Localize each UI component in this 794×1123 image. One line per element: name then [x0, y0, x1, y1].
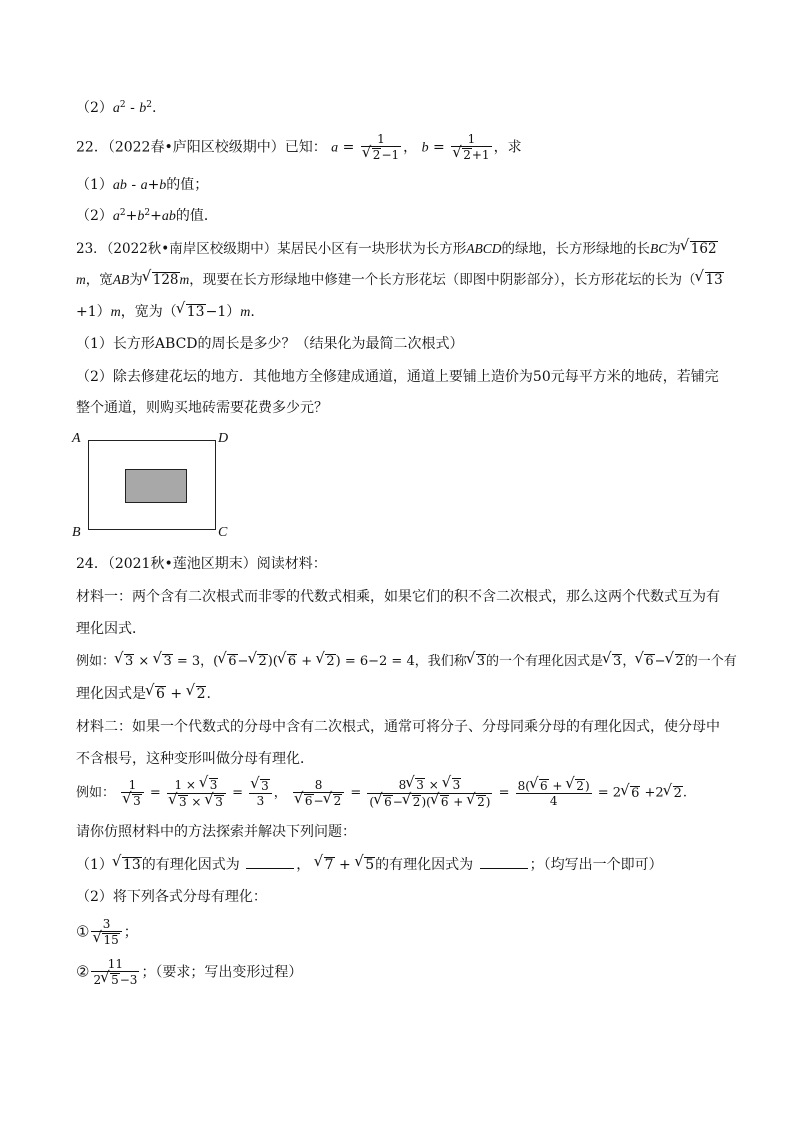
q24-heading: 24．（2021秋•莲池区期末）阅读材料： [76, 556, 327, 572]
label-B: B [72, 525, 81, 540]
task2-line: （2）将下列各式分母有理化： [76, 889, 267, 905]
example2-line: 例如： 1 √ 3 = 1 × √ 3 √ 3 × √ 3 = √ $\frac{3}{3}$ ， 8 √ 6−√ 2 = $\frac{8√ 3 \times √ 3}{(√ 6-√ 2)(√ 6 + √ 2)}$ = $\frac{8(√ 6 + √ 2)}{4}$ = 2√ 6 +2√ 2. [76, 778, 726, 808]
label-C: C [218, 525, 228, 540]
fraction-a: 1 √ 2−1 [361, 133, 401, 162]
material2-line2: 不含根号，这种变形叫做分母有理化． [76, 751, 314, 767]
shaded-flower-bed [125, 469, 187, 503]
q23-part1: （1）长方形ABCD的周长是多少？（结果化为最简二次根式） [76, 336, 464, 352]
material2-line1: 材料二：如果一个代数式的分母中含有二次根式，通常可将分子、分母同乘分母的有理化因式，使分母中 [76, 719, 720, 735]
q23-part2-line1: （2）除去修建花坛的地方．其他地方全修建成通道，通道上要铺上造价为50元每平方米的地砖，若铺完 [76, 369, 719, 385]
task1-line: （1）√ 13的有理化因式为 ， √ 7 + √ 5的有理化因式为 ；（均写出一个即可） [76, 857, 726, 873]
q23-line1: 23．（2022秋•南岸区校级期中）某居民小区有一块形状为长方形ABCD的绿地，长方形绿地的长BC为√ 162 [76, 241, 726, 257]
q23-line2: m，宽AB为√ 128m，现要在长方形绿地中修建一个长方形花坛（即图中阴影部分），长方形花坛的长为（√ 13 [76, 272, 726, 288]
q22-part2: $(2)a^2+b^2+ab$的值． [76, 208, 218, 224]
q21-part2: $(2)a^2 - b^2$. [76, 100, 157, 116]
q22-part1: （1）ab - a+b的值； [76, 177, 209, 193]
task2-item2: ② $\frac{11}{2√ 5-3}$ ；（要求；写出变形过程） [76, 958, 726, 987]
label-D: D [218, 431, 229, 446]
task2-item1: ① 3 √ 15 ； [76, 918, 726, 947]
q22-statement: 22．（2022春•庐阳区校级期中）已知： a = 1 √ 2−1 ， b = 1 √ 2+1 ，求 [76, 133, 726, 162]
example1-line1: 例如：√ 3 × √ 3 = 3，(√ 6−√ 2)(√ 6 + √ 2) = 6−2 = 4，我们称√ 3的一个有理化因式是√ 3，√ 6−√ 2的一个有 [76, 654, 726, 669]
material1-line2: 理化因式． [76, 621, 146, 637]
rectangle-figure [72, 432, 232, 542]
label-A: A [72, 431, 81, 446]
answer-blank-2[interactable] [480, 857, 528, 869]
answer-blank-1[interactable] [246, 857, 294, 869]
fraction-b: 1 √ 2+1 [451, 133, 491, 162]
material1-line1: 材料一：两个含有二次根式而非零的代数式相乘，如果它们的积不含二次根式，那么这两个代数式互为有 [76, 589, 720, 605]
q23-line3: +1）m，宽为（√ 13−1）m. [76, 304, 726, 320]
task-line: 请你仿照材料中的方法探索并解决下列问题： [76, 824, 356, 840]
example1-line2: 理化因式是√ 6 + √ 2. [76, 686, 726, 702]
q23-part2-line2: 整个通道，则购买地砖需要花费多少元？ [76, 400, 328, 416]
